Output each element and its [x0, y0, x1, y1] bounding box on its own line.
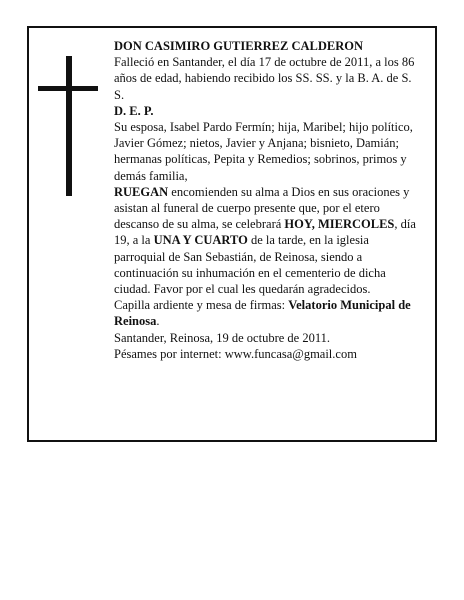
family-list: Su esposa, Isabel Pardo Fermín; hija, Maribel; hijo político, Javier Gómez; nietos, Javier y Anjana; bisnieto, Damián; hermanas políticas, Pepita y Remedios; sobrinos, primos y demás familia,: [114, 120, 413, 183]
funeral-time: UNA Y CUARTO: [153, 233, 248, 248]
place-date: Santander, Reinosa, 19 de octubre de 2011.: [114, 330, 330, 345]
request-text: encomienden su alma a Dios en sus oraciones y asistan al funeral de cuerpo presente que, por el etero descanso de su alma, se celebrará: [114, 184, 410, 232]
chapel-name: Velatorio Municipal de Reinosa: [114, 298, 411, 329]
request-word: RUEGAN: [114, 184, 169, 199]
death-announcement: Falleció en Santander, el día 17 de octubre de 2011, a los 86 años de edad, habiendo recibido los SS. SS. y la B. A. de S. S.: [114, 55, 415, 102]
funeral-date-text: , día 19, a la: [114, 217, 416, 248]
condolences-info: Pésames por internet: www.funcasa@gmail.com: [114, 346, 357, 361]
cross-icon: [38, 56, 98, 196]
funeral-request: [114, 184, 418, 297]
chapel-label: Capilla ardiente y mesa de firmas:: [114, 298, 289, 313]
church-text: de la tarde, en la iglesia parroquial de San Sebastián, de Reinosa, siendo a continuación su inhumación en el cementerio de dicha ciudad. Favor por el cual les quedarán agradecidos.: [114, 233, 386, 297]
cross-vertical-bar: [66, 56, 72, 196]
deceased-name: DON CASIMIRO GUTIERREZ CALDERON: [114, 39, 363, 53]
cross-horizontal-bar: [38, 86, 98, 91]
funeral-day: HOY, MIERCOLES: [284, 217, 395, 232]
chapel-info: [114, 297, 418, 329]
chapel-end: .: [156, 314, 160, 329]
rip-abbreviation: D. E. P.: [114, 103, 154, 118]
obituary-text: [114, 38, 418, 362]
